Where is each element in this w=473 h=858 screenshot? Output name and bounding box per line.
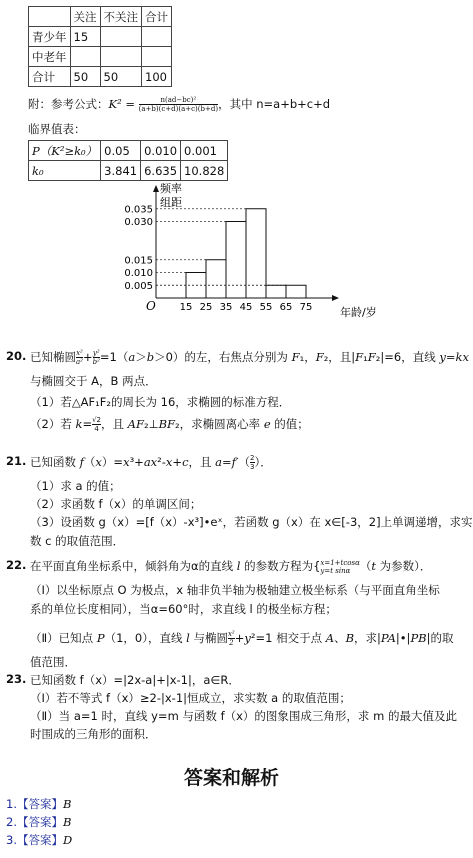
question-20-line-2: 与椭圆交于 A，B 两点． <box>30 374 157 388</box>
question-number: 22. <box>6 558 27 572</box>
table-cell <box>142 47 172 67</box>
question-number: 21. <box>6 454 27 468</box>
x-tick-label: 55 <box>259 302 273 313</box>
y-tick-label: 0.015 <box>124 255 153 267</box>
answer-tag: 【答案】 <box>16 797 63 811</box>
histogram-chart <box>110 180 377 328</box>
question-number: 23. <box>6 672 27 686</box>
answer-value: B <box>62 815 72 829</box>
question-21-line-1: 已知函数 f（x）=x³+ax²-x+c，且 a=f′（ $\frac{2}{3}$ ）． <box>30 454 272 471</box>
answer-item <box>6 796 71 812</box>
question-22-line-1: 在平面直角坐标系中，倾斜角为α的直线 l 的参数方程为{ x=1+tcosα y=t sinα （t 为参数）． <box>30 558 432 575</box>
y-tick-label: 0.010 <box>124 268 153 279</box>
histogram-bar <box>266 285 286 298</box>
answer-item <box>6 832 72 848</box>
formula-prefix: 附：参考公式： <box>28 97 109 111</box>
answer-value: B <box>62 797 72 811</box>
table-cell <box>100 27 142 47</box>
question-20-line-1: 已知椭圆 $\frac{\text{x²}}{\text{a²}}$ + $\frac{\text{y²}}{\text{b²}}$ =1（a＞b＞0）的左，右焦点分别为 F₁，F₂，且|F₁F₂|=6，直线 y=kx <box>30 349 469 366</box>
formula-suffix: ，其中 n=a+b+c+d <box>218 97 331 111</box>
question-21-line-3: （2）求函数 f（x）的单调区间； <box>30 497 202 511</box>
table-cell: P（K²≥k₀） <box>29 141 101 161</box>
question-22-line-5: 值范围． <box>30 655 76 669</box>
x-tick-label: 15 <box>179 302 193 313</box>
table-cell: 50 <box>100 67 142 87</box>
table-cell <box>70 47 100 67</box>
y-axis-label: 频率 <box>160 182 182 195</box>
table-cell <box>100 47 142 67</box>
histogram-bar <box>226 222 246 299</box>
formula-lhs: K² = <box>108 97 135 111</box>
answer-tag: 【答案】 <box>16 815 63 829</box>
y-tick-label: 0.005 <box>124 280 153 292</box>
y-tick-label: 0.035 <box>124 204 153 216</box>
table-cell <box>29 7 71 27</box>
question-number: 20. <box>6 349 27 363</box>
table-cell: 100 <box>142 67 172 87</box>
table-cell: 3.841 <box>101 161 141 181</box>
x-tick-label: 75 <box>299 302 313 313</box>
origin-label: O <box>146 299 156 313</box>
table-cell: 10.828 <box>181 161 228 181</box>
histogram-bars <box>186 209 306 298</box>
question-23-line-1: 已知函数 f（x）=|2x-a|+|x-1|，a∈R． <box>30 673 240 687</box>
answers-title: 答案和解析 <box>183 767 279 789</box>
answer-number: 2. <box>6 815 17 829</box>
table-cell <box>142 27 172 47</box>
x-tick-label: 45 <box>239 302 253 313</box>
histogram-bar <box>206 260 226 298</box>
contingency-table <box>28 6 172 87</box>
answer-value: D <box>62 833 73 847</box>
formula-fraction <box>139 96 218 113</box>
table-header: 不关注 <box>100 7 142 27</box>
question-22-line-4: （Ⅱ）已知点 P（1，0），直线 l 与椭圆 $\frac{\text{x²}}{2}$ +y²=1 相交于点 A、B，求|PA|•|PB|的取 <box>30 630 454 647</box>
question-21-line-2: （1）求 a 的值； <box>30 479 121 493</box>
table-cell: 15 <box>70 27 100 47</box>
reference-formula <box>28 96 330 113</box>
table-cell: k₀ <box>29 161 101 181</box>
formula-numerator: n(ad−bc)² <box>139 96 218 105</box>
table-cell: 中老年 <box>29 47 71 67</box>
question-22-line-2: （Ⅰ）以坐标原点 O 为极点，x 轴非负半轴为极轴建立极坐标系（与平面直角坐标 <box>30 583 440 597</box>
table-cell: 0.05 <box>101 141 141 161</box>
y-tick-label: 0.030 <box>124 217 153 228</box>
x-tick-label: 25 <box>199 302 213 313</box>
table-cell: 50 <box>70 67 100 87</box>
question-20-line-3: （1）若△AF₁F₂的周长为 16，求椭圆的标准方程． <box>30 395 291 409</box>
formula-denominator: (a+b)(c+d)(a+c)(b+d) <box>138 105 219 113</box>
x-axis-arrow <box>332 295 339 301</box>
question-21-line-5: 数 c 的取值范围． <box>30 534 125 548</box>
histogram-ticks <box>124 204 312 313</box>
x-axis-label: 年龄/岁 <box>340 306 377 319</box>
answer-number: 3. <box>6 833 17 847</box>
y-axis-arrow <box>153 185 159 192</box>
table-cell: 0.001 <box>181 141 228 161</box>
table-header: 关注 <box>70 7 100 27</box>
question-20-line-4: （2）若 k= $\frac{√2}{4}$ ，且 AF₂⊥BF₂，求椭圆离心率 e 的值； <box>30 416 309 433</box>
answer-tag: 【答案】 <box>16 833 63 847</box>
table-cell: 合计 <box>29 67 71 87</box>
answer-item <box>6 814 71 830</box>
question-23-line-3: （Ⅱ）当 a=1 时，直线 y=m 与函数 f（x）的图象围成三角形，求 m 的最大值及此 <box>30 709 457 723</box>
question-22-line-3: 系的单位长度相同），当α=60°时，求直线 l 的极坐标方程； <box>30 602 337 616</box>
question-21-line-4: （3）设函数 g（x）=[f（x）-x³]•eˣ，若函数 g（x）在 x∈[-3，2]上单调递增，求实 <box>30 515 473 529</box>
x-tick-label: 65 <box>279 302 293 313</box>
table-cell: 青少年 <box>29 27 71 47</box>
question-23-line-2: （Ⅰ）若不等式 f（x）≥2-|x-1|恒成立，求实数 a 的取值范围； <box>30 691 351 705</box>
question-23-line-4: 时围成的三角形的面积． <box>30 727 157 741</box>
table-cell: 6.635 <box>141 161 181 181</box>
table-header: 合计 <box>142 7 172 27</box>
table-cell: 0.010 <box>141 141 181 161</box>
histogram-bar <box>286 285 306 298</box>
x-tick-label: 35 <box>219 302 233 313</box>
critical-value-label: 临界值表： <box>28 122 86 136</box>
histogram-bar <box>246 209 266 298</box>
critical-value-table <box>28 140 228 181</box>
y-axis-label: 组距 <box>160 196 182 209</box>
answer-number: 1. <box>6 797 17 811</box>
